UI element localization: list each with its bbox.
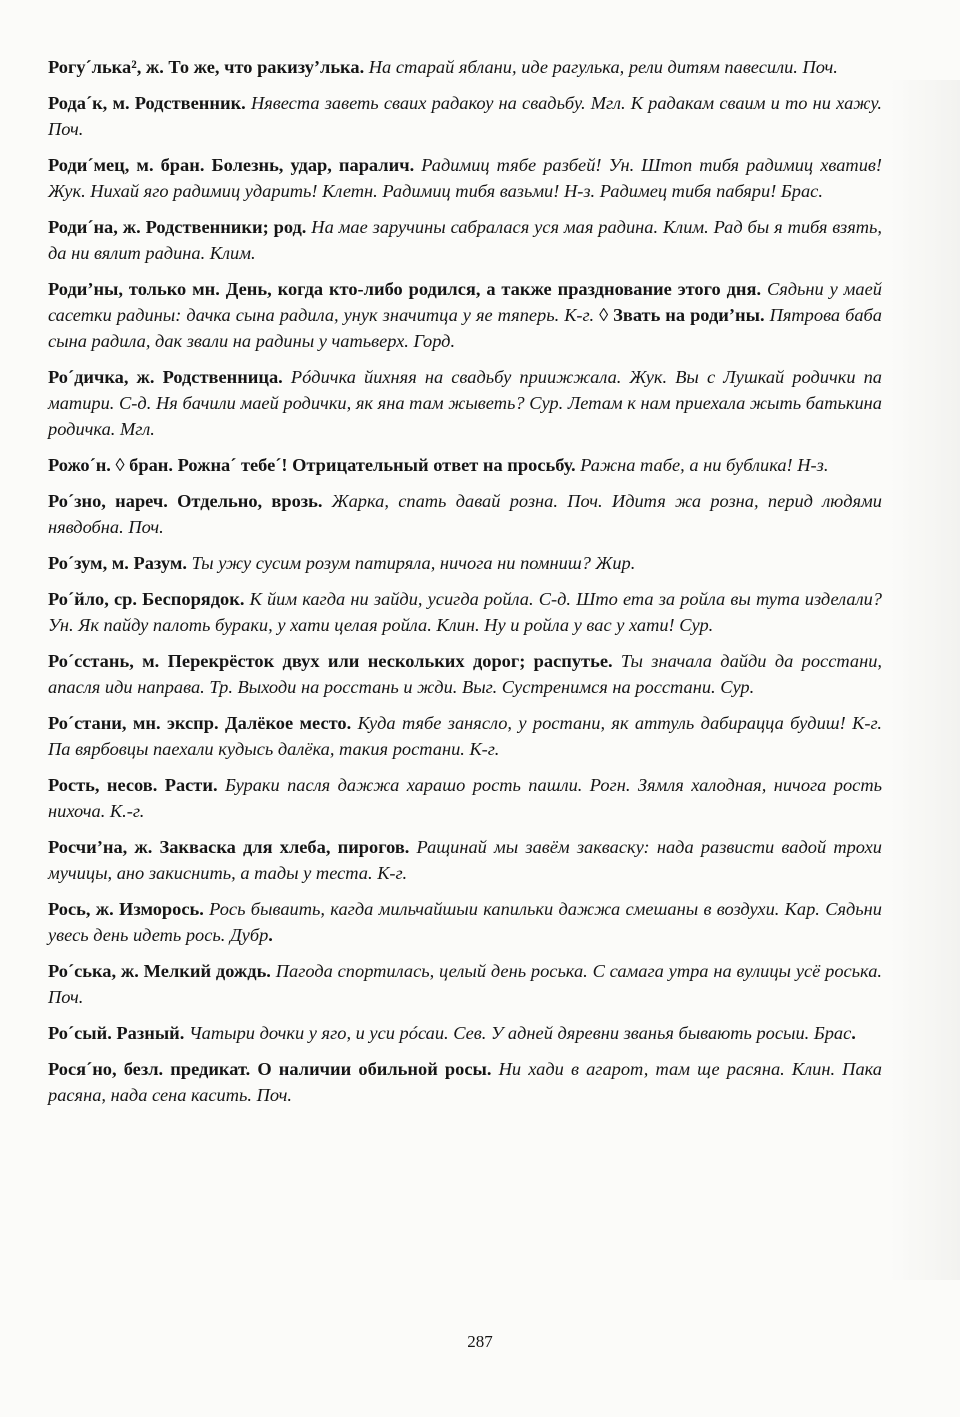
page-edge-shading [890,80,960,1280]
entry-headword-definition: Рода´к, м. Родственник. [48,93,251,113]
entry-example: Куда тябе занясло, у ростани, як аттуль дабирацца будиш! К-г. Па вярбовцы паехали кудысь далёка, такия ростани. К-г. [48,713,883,759]
dictionary-entry [48,896,882,948]
entry-example: Пагода спортилась, целый день роська. С самага утра на вулицы усё роська. Поч. [48,961,882,1007]
entry-example: Ражна табе, а ни бублика! Н-з. [580,455,829,475]
entry-headword-definition: Рогу´лька², ж. То же, что ракизу’лька. [48,57,369,77]
entry-headword-definition: Рося´но, безл. предикат. О наличии обильной росы. [48,1059,499,1079]
dictionary-entry [48,364,882,442]
entry-example: Ращинай мы завём закваску: нада развисти вадой трохи мучицы, ано закиснить, а тады у теста. К-г. [48,837,882,883]
entry-headword-definition: Ро´сый. Разный. [48,1023,189,1043]
dictionary-entry [48,834,882,886]
dictionary-entry [48,648,882,700]
dictionary-entry [48,772,882,824]
dictionary-entry [48,1020,882,1046]
dictionary-page [48,54,882,1118]
entry-example: Ни хади в агарот, там ще расяна. Клин. Пака расяна, нада сена касить. Поч. [48,1059,882,1105]
dictionary-entry [48,550,882,576]
page-number: 287 [467,1332,493,1351]
entry-example: Чатыри дочки у яго, и уси рóсаи. Сев. У адней дяревни званья бывають росыи. Брас [188,1023,852,1043]
entry-example: Пятрова баба сына радила, дак звали на радины у чатьверх. Горд. [48,305,883,351]
entry-headword-definition: Росчи’на, ж. Закваска для хлеба, пирогов. [48,837,417,857]
entry-example: На мае заручины сабралася уся мая радина. Клим. Рад бы я тибя взять, да ни вялит радина. Клим. [48,217,882,263]
entry-example: Бураки пасля дажжа харашо рость пашли. Рогн. Зямля халодная, ничога рость нихоча. К.-г. [48,775,882,821]
entry-headword-definition: Ро´зум, м. Разум. [48,553,192,573]
entry-headword-definition: Ро´йло, ср. Беспорядок. [48,589,250,609]
entry-headword-definition: Ро´стани, мн. экспр. Далёкое место. [48,713,358,733]
entry-headword-definition: Роди´мец, м. бран. Болезнь, удар, паралич. [48,155,422,175]
dictionary-entry [48,488,882,540]
entry-example: Ты значала дайди да росстани, апасля иди направа. Тр. Выходи на росстань и жди. Выг. Сустренимся на росстани. Сур. [48,651,882,697]
dictionary-entry [48,214,882,266]
dictionary-entry [48,958,882,1010]
entry-example: На старай яблани, иде рагулька, рели дитям павесили. Поч. [368,57,838,77]
entry-example: К йим кагда ни зайди, усигда ройла. С-д. Што ета за ройла вы тута изделали? Ун. Як пайду палоть бураки, у хати целая ройла. Клин. Ну и ройла у вас у хати! Сур. [48,589,882,635]
dictionary-entry [48,710,882,762]
entry-example: Радимиц тябе разбей! Ун. Штоп тибя радимиц хватив! Жук. Нихай яго радимиц ударить! Клетн. Радимиц тибя вазьми! Н-з. Радимец тибя пабяри! Брас. [48,155,882,201]
entry-headword-definition: Ро´ська, ж. Мелкий дождь. [48,961,276,981]
entry-headword-definition: Роди’ны, только мн. День, когда кто-либо родился, а также празднование этого дня. [48,279,767,299]
entry-headword-definition: . [268,925,273,945]
dictionary-entry [48,452,882,478]
entry-example: Рось бываить, кагда мильчайшыи капильки дажжа смешаны в воздухи. Кар. Сядьни увесь день идеть рось. Дубр [48,899,882,945]
dictionary-entry [48,1056,882,1108]
entry-example: Сядьни у маей сасетки радины: дачка сына радила, унук значитца у яе тяперь. К-г. [48,279,882,325]
dictionary-entry [48,152,882,204]
entry-headword-definition: Рожо´н. ◊ бран. Рожна´ тебе´! Отрицательный ответ на просьбу. [48,455,581,475]
entry-headword-definition: Ро´сстань, м. Перекрёсток двух или нескольких дорог; распутье. [48,651,621,671]
entry-example: Нявеста заветь сваих радакоу на свадьбу. Мгл. К радакам сваим и то ни хажу. Поч. [48,93,882,139]
entry-example: Жарка, спать давай розна. Поч. Идитя жа розна, перид людями нявдобна. Поч. [48,491,882,537]
entry-example: Ты ужу сусим розум патиряла, ничога ни помниш? Жир. [191,553,636,573]
entry-headword-definition: Рость, несов. Расти. [48,775,225,795]
dictionary-entry [48,54,882,80]
entry-headword-definition: Ро´зно, нареч. Отдельно, врозь. [48,491,332,511]
entry-headword-definition: . [851,1023,856,1043]
entry-headword-definition: ◊ Звать на роди’ны. [599,305,770,325]
entry-example: Рóдичка йихняя на свадьбу приижжала. Жук. Вы с Лушкай родички па матири. С-д. Ня бачили маей родички, як яна там жыветь? Сур. Летам к нам приехала жыть батькина родичка. Мгл. [48,367,883,439]
entry-headword-definition: Роди´на, ж. Родственники; род. [48,217,312,237]
dictionary-entry [48,586,882,638]
entry-headword-definition: Рось, ж. Изморось. [48,899,210,919]
entry-headword-definition: Ро´дичка, ж. Родственница. [48,367,291,387]
dictionary-entry [48,276,882,354]
dictionary-entry [48,90,882,142]
